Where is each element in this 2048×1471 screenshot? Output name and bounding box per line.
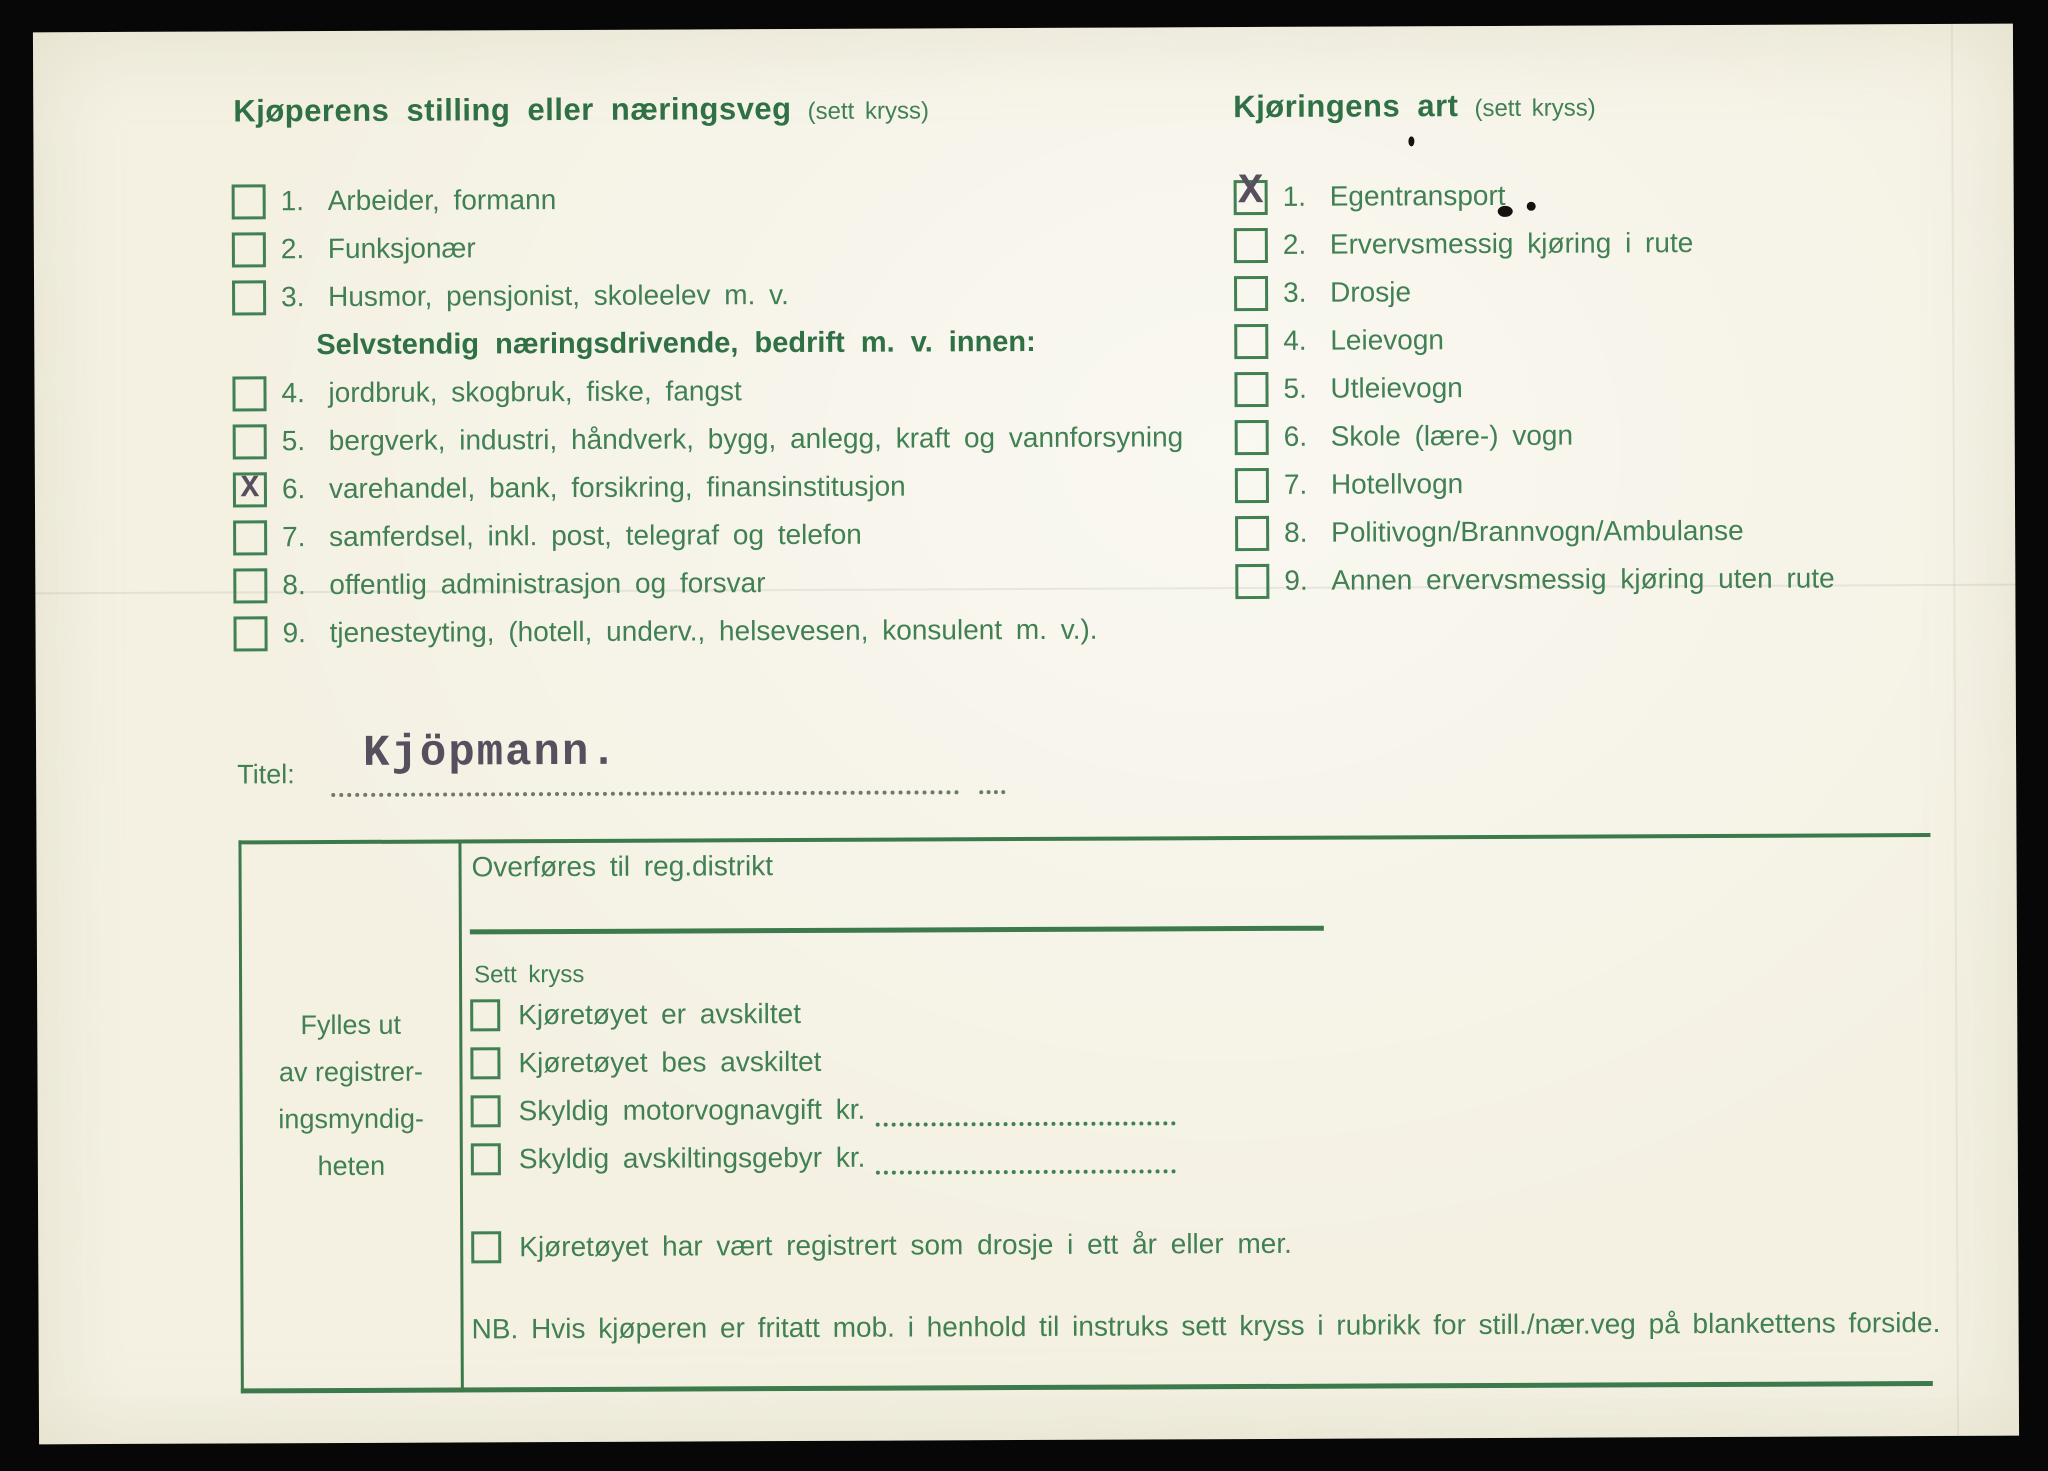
table-side-label: [242, 1001, 460, 1190]
driving-checkbox-1-checked[interactable]: [1234, 167, 1268, 216]
driving-number: 6.: [1283, 420, 1308, 452]
occupation-row-3: [232, 269, 1183, 321]
occupation-checkbox-5[interactable]: [233, 424, 267, 459]
driving-checkbox-2[interactable]: [1234, 227, 1268, 262]
driving-label: Skole (lære-) vogn: [1330, 419, 1574, 452]
occupation-label: varehandel, bank, forsikring, finansinstitusjon: [328, 470, 906, 505]
owed-vehicle-tax-checkbox[interactable]: [471, 1095, 501, 1127]
driving-row-5: [1234, 362, 1834, 413]
occupation-label: Husmor, pensjonist, skoleelev m. v.: [328, 279, 789, 313]
occupation-row-8: [233, 557, 1184, 609]
table-row-label: Kjøretøyet bes avskiltet: [518, 1045, 822, 1079]
occupation-number: 7.: [282, 521, 306, 553]
driving-row-4: [1234, 314, 1834, 365]
typed-x-mark: X: [1237, 167, 1264, 216]
occupation-checkbox-8[interactable]: [233, 568, 267, 603]
transfer-district-fill-line[interactable]: [470, 926, 1324, 935]
driving-label: Leievogn: [1330, 324, 1445, 356]
registration-authority-table: [238, 833, 1941, 1393]
amount-fill-line[interactable]: [875, 1091, 1175, 1126]
titel-label: Titel:: [237, 759, 295, 790]
driving-label: Egentransport: [1329, 179, 1506, 212]
table-row-taxi-registered: [471, 1224, 1292, 1268]
occupation-row-7: [233, 509, 1184, 561]
nb-note: NB. Hvis kjøperen er fritatt mob. i henhold til instruks sett kryss i rubrikk for still./nær.veg på blankettens forside.: [471, 1307, 1941, 1345]
side-label-line: ingsmyndig-: [278, 1103, 425, 1135]
section-title-driving-type: [1233, 88, 1596, 126]
driving-row-6: [1235, 410, 1835, 461]
section-title-text: Kjøperens stilling eller næringsveg: [233, 91, 792, 129]
driving-checkbox-3[interactable]: [1234, 275, 1268, 310]
driving-number: 9.: [1284, 564, 1308, 596]
driving-number: 7.: [1283, 468, 1308, 500]
driving-label: Politivogn/Brannvogn/Ambulanse: [1331, 514, 1744, 548]
driving-type-list: [1234, 167, 1835, 605]
section-title-suffix: (sett kryss): [1474, 94, 1596, 123]
occupation-number: 8.: [282, 569, 306, 601]
table-row-label: Skyldig avskiltingsgebyr kr.: [518, 1141, 866, 1175]
occupation-label: Arbeider, formann: [327, 184, 557, 217]
requested-deregistration-checkbox[interactable]: [470, 1047, 500, 1079]
driving-number: 8.: [1284, 516, 1308, 548]
scan-speck: [1408, 136, 1414, 146]
occupation-row-2: [232, 221, 1183, 273]
driving-checkbox-4[interactable]: [1234, 323, 1268, 358]
occupation-row-4: [232, 365, 1183, 417]
driving-label: Drosje: [1330, 276, 1412, 308]
occupation-number: 6.: [281, 473, 306, 505]
section-title-suffix: (sett kryss): [807, 97, 929, 125]
occupation-checkbox-3[interactable]: [232, 280, 266, 315]
table-row-label: Skyldig motorvognavgift kr.: [518, 1093, 866, 1127]
driving-number: 4.: [1283, 324, 1307, 356]
side-label-line: heten: [317, 1150, 386, 1182]
driving-row-8: [1235, 506, 1835, 557]
table-row-deregistered: [470, 994, 801, 1035]
driving-number: 3.: [1283, 276, 1307, 308]
occupation-checkbox-2[interactable]: [232, 232, 266, 267]
occupation-label: samferdsel, inkl. post, telegraf og telefon: [329, 518, 862, 553]
driving-checkbox-5[interactable]: [1234, 371, 1268, 406]
section-title-buyer-occupation: [233, 90, 929, 129]
driving-row-7: [1235, 458, 1835, 509]
driving-number: 2.: [1282, 228, 1307, 260]
driving-number: 5.: [1283, 372, 1307, 404]
occupation-checkbox-9[interactable]: [233, 616, 267, 651]
occupation-checkbox-7[interactable]: [233, 520, 267, 555]
driving-checkbox-6[interactable]: [1235, 419, 1269, 454]
occupation-row-5: [233, 413, 1184, 465]
driving-checkbox-9[interactable]: [1235, 563, 1269, 598]
occupation-checkbox-6-checked[interactable]: [233, 472, 267, 507]
section-title-text: Kjøringens art: [1233, 88, 1459, 125]
typed-x-mark: X: [240, 471, 260, 507]
occupation-number: 2.: [280, 233, 305, 265]
occupation-label: jordbruk, skogbruk, fiske, fangst: [328, 375, 742, 409]
occupation-checkbox-1[interactable]: [232, 184, 266, 219]
taxi-registered-checkbox[interactable]: [471, 1231, 501, 1263]
occupation-subheading: Selvstendig næringsdrivende, bedrift m. v. innen:: [316, 325, 1036, 361]
occupation-number: 4.: [281, 377, 305, 409]
amount-fill-line[interactable]: [875, 1139, 1175, 1174]
driving-label: Hotellvogn: [1330, 468, 1464, 500]
table-row-label: Kjøretøyet er avskiltet: [518, 997, 802, 1031]
form-paper: [33, 24, 2019, 1445]
occupation-number: 1.: [280, 185, 305, 217]
driving-row-3: [1234, 266, 1834, 317]
transfer-district-label: Overføres til reg.distrikt: [471, 850, 774, 883]
paper-crease-vertical: [1951, 24, 1959, 1436]
driving-label: Annen ervervsmessig kjøring uten rute: [1331, 562, 1835, 596]
occupation-label: offentlig administrasjon og forsvar: [329, 567, 766, 601]
table-row-owed-vehicle-tax: [471, 1088, 1176, 1131]
table-row-label: Kjøretøyet har vært registrert som drosje i ett år eller mer.: [519, 1227, 1292, 1263]
titel-input-line-tail: [979, 718, 1005, 794]
side-label-line: Fylles ut: [300, 1009, 402, 1041]
occupation-checkbox-4[interactable]: [232, 376, 266, 411]
occupation-label: bergverk, industri, håndverk, bygg, anlegg, kraft og vannforsyning: [328, 421, 1184, 457]
sett-kryss-label: Sett kryss: [473, 960, 585, 989]
occupation-row-9: [233, 605, 1184, 657]
titel-typed-value: Kjöpmann.: [362, 727, 619, 779]
driving-label: Ervervsmessig kjøring i rute: [1329, 227, 1694, 260]
occupation-row-6: [233, 461, 1184, 513]
occupation-row-1: [232, 173, 1183, 225]
table-row-owed-deregistration-fee: [471, 1136, 1176, 1179]
driving-number: 1.: [1282, 180, 1307, 212]
driving-checkbox-7[interactable]: [1235, 467, 1269, 502]
table-row-requested-deregistration: [470, 1042, 821, 1084]
driving-row-1: [1234, 167, 1834, 221]
driving-checkbox-8[interactable]: [1235, 515, 1269, 550]
buyer-occupation-list: [232, 173, 1185, 657]
occupation-number: 3.: [281, 281, 305, 313]
occupation-label: Funksjonær: [327, 232, 476, 265]
occupation-number: 5.: [281, 425, 306, 457]
owed-deregistration-fee-checkbox[interactable]: [471, 1143, 501, 1175]
driving-row-9: [1235, 554, 1835, 605]
occupation-label: tjenesteyting, (hotell, underv., helsevesen, konsulent m. v.).: [329, 613, 1098, 649]
driving-label: Utleievogn: [1330, 372, 1463, 404]
driving-row-2: [1234, 218, 1834, 269]
occupation-subheading-row: [232, 317, 1183, 369]
side-label-line: av registrer-: [278, 1056, 424, 1088]
occupation-number: 9.: [282, 617, 306, 649]
deregistered-checkbox[interactable]: [470, 999, 500, 1031]
